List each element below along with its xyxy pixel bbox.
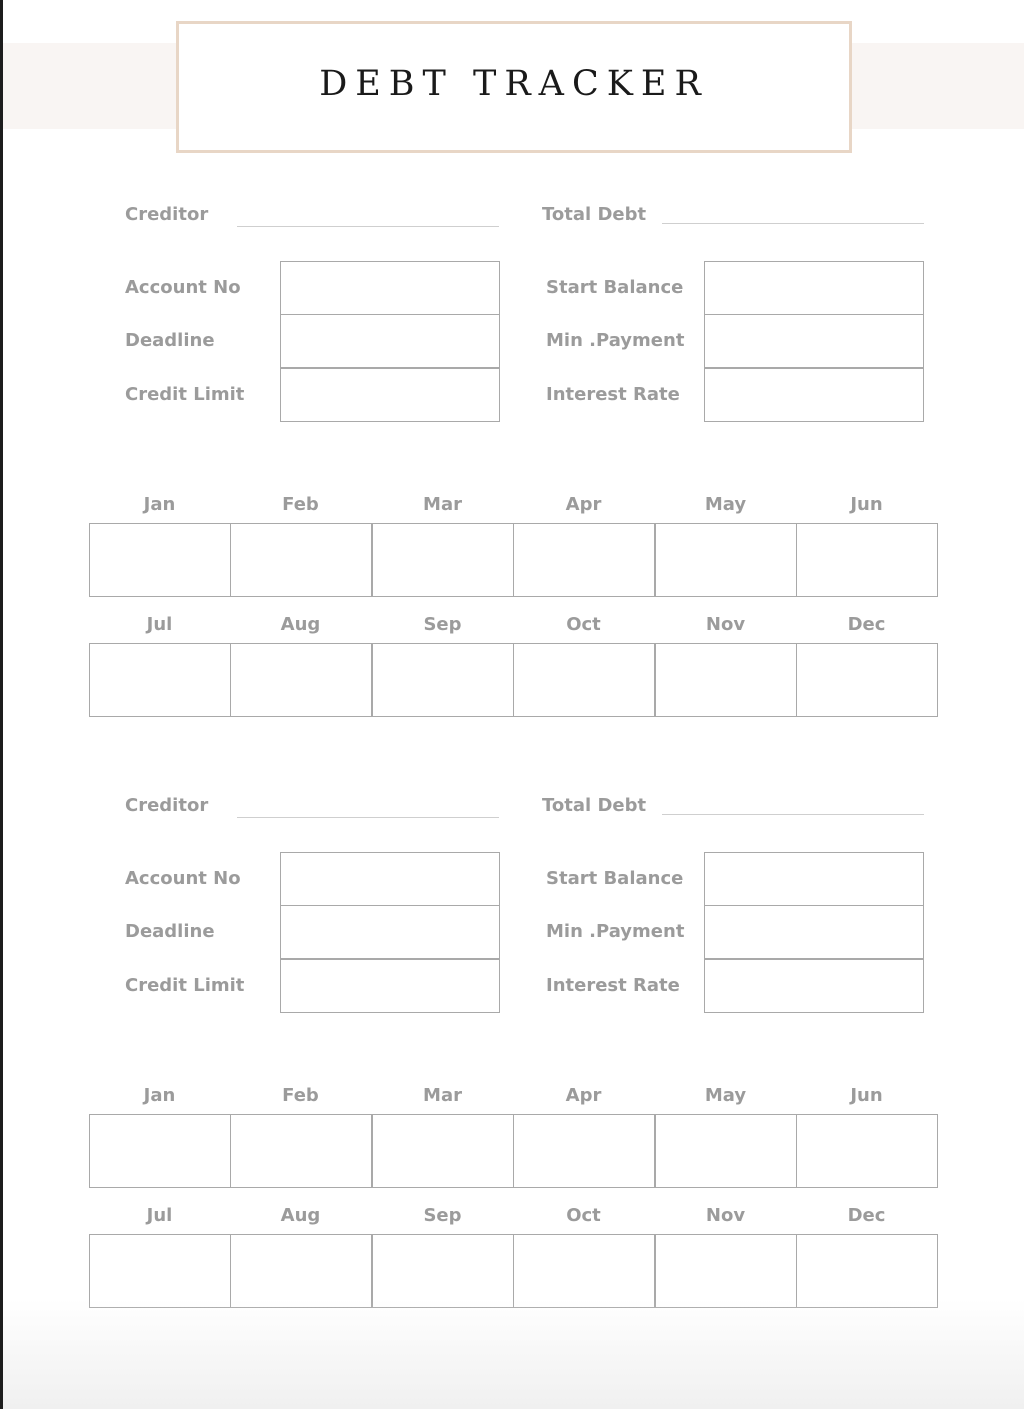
section-2-min-payment-field[interactable] xyxy=(704,905,924,959)
section-2-deadline-label: Deadline xyxy=(125,921,215,942)
section-1-month-cell-sep[interactable] xyxy=(372,643,514,717)
section-1-month-cell-jul[interactable] xyxy=(89,643,231,717)
section-2-total-debt-line[interactable] xyxy=(662,814,924,815)
section-2-start-balance-field[interactable] xyxy=(704,852,924,906)
section-1-month-label-oct: Oct xyxy=(566,614,601,635)
section-2-month-label-nov: Nov xyxy=(705,1205,746,1226)
section-2-month-label-mar: Mar xyxy=(423,1085,462,1106)
section-1-total-debt-label: Total Debt xyxy=(542,204,647,225)
section-2-creditor-label: Creditor xyxy=(125,795,209,816)
section-1-month-label-sep: Sep xyxy=(423,614,462,635)
section-1-month-label-jun: Jun xyxy=(850,494,883,515)
section-1-total-debt-line[interactable] xyxy=(662,223,924,224)
section-1-month-cell-dec[interactable] xyxy=(796,643,938,717)
section-2-month-cell-sep[interactable] xyxy=(372,1234,514,1308)
page-title: DEBT TRACKER xyxy=(319,64,709,104)
section-1-start-balance-label: Start Balance xyxy=(546,277,684,298)
title-frame xyxy=(176,21,852,153)
section-1-month-label-feb: Feb xyxy=(282,494,319,515)
section-2-month-label-sep: Sep xyxy=(423,1205,462,1226)
section-1-month-cell-nov[interactable] xyxy=(655,643,797,717)
left-edge xyxy=(0,0,3,1409)
section-1-month-label-mar: Mar xyxy=(423,494,462,515)
section-2-month-cell-feb[interactable] xyxy=(230,1114,372,1188)
section-1-month-label-aug: Aug xyxy=(280,614,321,635)
section-1-deadline-field[interactable] xyxy=(280,314,500,368)
section-2-total-debt-label: Total Debt xyxy=(542,795,647,816)
section-2-min-payment-label: Min .Payment xyxy=(546,921,685,942)
section-1-creditor-line[interactable] xyxy=(237,226,499,227)
section-1-min-payment-field[interactable] xyxy=(704,314,924,368)
section-1-interest-rate-field[interactable] xyxy=(704,368,924,422)
section-1-month-cell-mar[interactable] xyxy=(372,523,514,597)
section-2-month-cell-apr[interactable] xyxy=(513,1114,655,1188)
section-2-month-label-dec: Dec xyxy=(847,1205,886,1226)
section-2-account-no-label: Account No xyxy=(125,868,241,889)
section-2-month-cell-jun[interactable] xyxy=(796,1114,938,1188)
section-1-deadline-label: Deadline xyxy=(125,330,215,351)
section-1-month-cell-jun[interactable] xyxy=(796,523,938,597)
section-2-month-cell-jul[interactable] xyxy=(89,1234,231,1308)
section-2-month-label-jun: Jun xyxy=(850,1085,883,1106)
section-2-credit-limit-label: Credit Limit xyxy=(125,975,245,996)
section-1-interest-rate-label: Interest Rate xyxy=(546,384,680,405)
section-1-month-cell-aug[interactable] xyxy=(230,643,372,717)
section-2-month-label-jan: Jan xyxy=(143,1085,176,1106)
section-1-month-label-dec: Dec xyxy=(847,614,886,635)
section-2-deadline-field[interactable] xyxy=(280,905,500,959)
section-2-month-label-feb: Feb xyxy=(282,1085,319,1106)
section-1-month-label-jul: Jul xyxy=(146,614,173,635)
section-1-month-cell-feb[interactable] xyxy=(230,523,372,597)
section-1-credit-limit-label: Credit Limit xyxy=(125,384,245,405)
section-2-creditor-line[interactable] xyxy=(237,817,499,818)
section-1-month-cell-oct[interactable] xyxy=(513,643,655,717)
section-1-credit-limit-field[interactable] xyxy=(280,368,500,422)
section-2-month-cell-dec[interactable] xyxy=(796,1234,938,1308)
section-1-month-cell-jan[interactable] xyxy=(89,523,231,597)
section-2-month-cell-aug[interactable] xyxy=(230,1234,372,1308)
section-2-month-cell-mar[interactable] xyxy=(372,1114,514,1188)
section-1-month-label-may: May xyxy=(704,494,747,515)
section-2-credit-limit-field[interactable] xyxy=(280,959,500,1013)
section-1-month-label-jan: Jan xyxy=(143,494,176,515)
section-2-month-cell-may[interactable] xyxy=(655,1114,797,1188)
section-1-min-payment-label: Min .Payment xyxy=(546,330,685,351)
section-2-interest-rate-label: Interest Rate xyxy=(546,975,680,996)
section-1-month-label-nov: Nov xyxy=(705,614,746,635)
section-2-month-cell-oct[interactable] xyxy=(513,1234,655,1308)
section-2-interest-rate-field[interactable] xyxy=(704,959,924,1013)
section-2-account-no-field[interactable] xyxy=(280,852,500,906)
section-1-month-label-apr: Apr xyxy=(565,494,602,515)
section-1-account-no-field[interactable] xyxy=(280,261,500,315)
section-2-month-label-oct: Oct xyxy=(566,1205,601,1226)
section-2-month-label-apr: Apr xyxy=(565,1085,602,1106)
section-1-month-cell-apr[interactable] xyxy=(513,523,655,597)
section-2-month-label-aug: Aug xyxy=(280,1205,321,1226)
bottom-fade xyxy=(3,1299,1024,1409)
section-2-month-label-jul: Jul xyxy=(146,1205,173,1226)
section-2-month-label-may: May xyxy=(704,1085,747,1106)
section-2-month-cell-nov[interactable] xyxy=(655,1234,797,1308)
section-1-month-cell-may[interactable] xyxy=(655,523,797,597)
section-1-start-balance-field[interactable] xyxy=(704,261,924,315)
section-2-month-cell-jan[interactable] xyxy=(89,1114,231,1188)
section-1-creditor-label: Creditor xyxy=(125,204,209,225)
section-1-account-no-label: Account No xyxy=(125,277,241,298)
section-2-start-balance-label: Start Balance xyxy=(546,868,684,889)
